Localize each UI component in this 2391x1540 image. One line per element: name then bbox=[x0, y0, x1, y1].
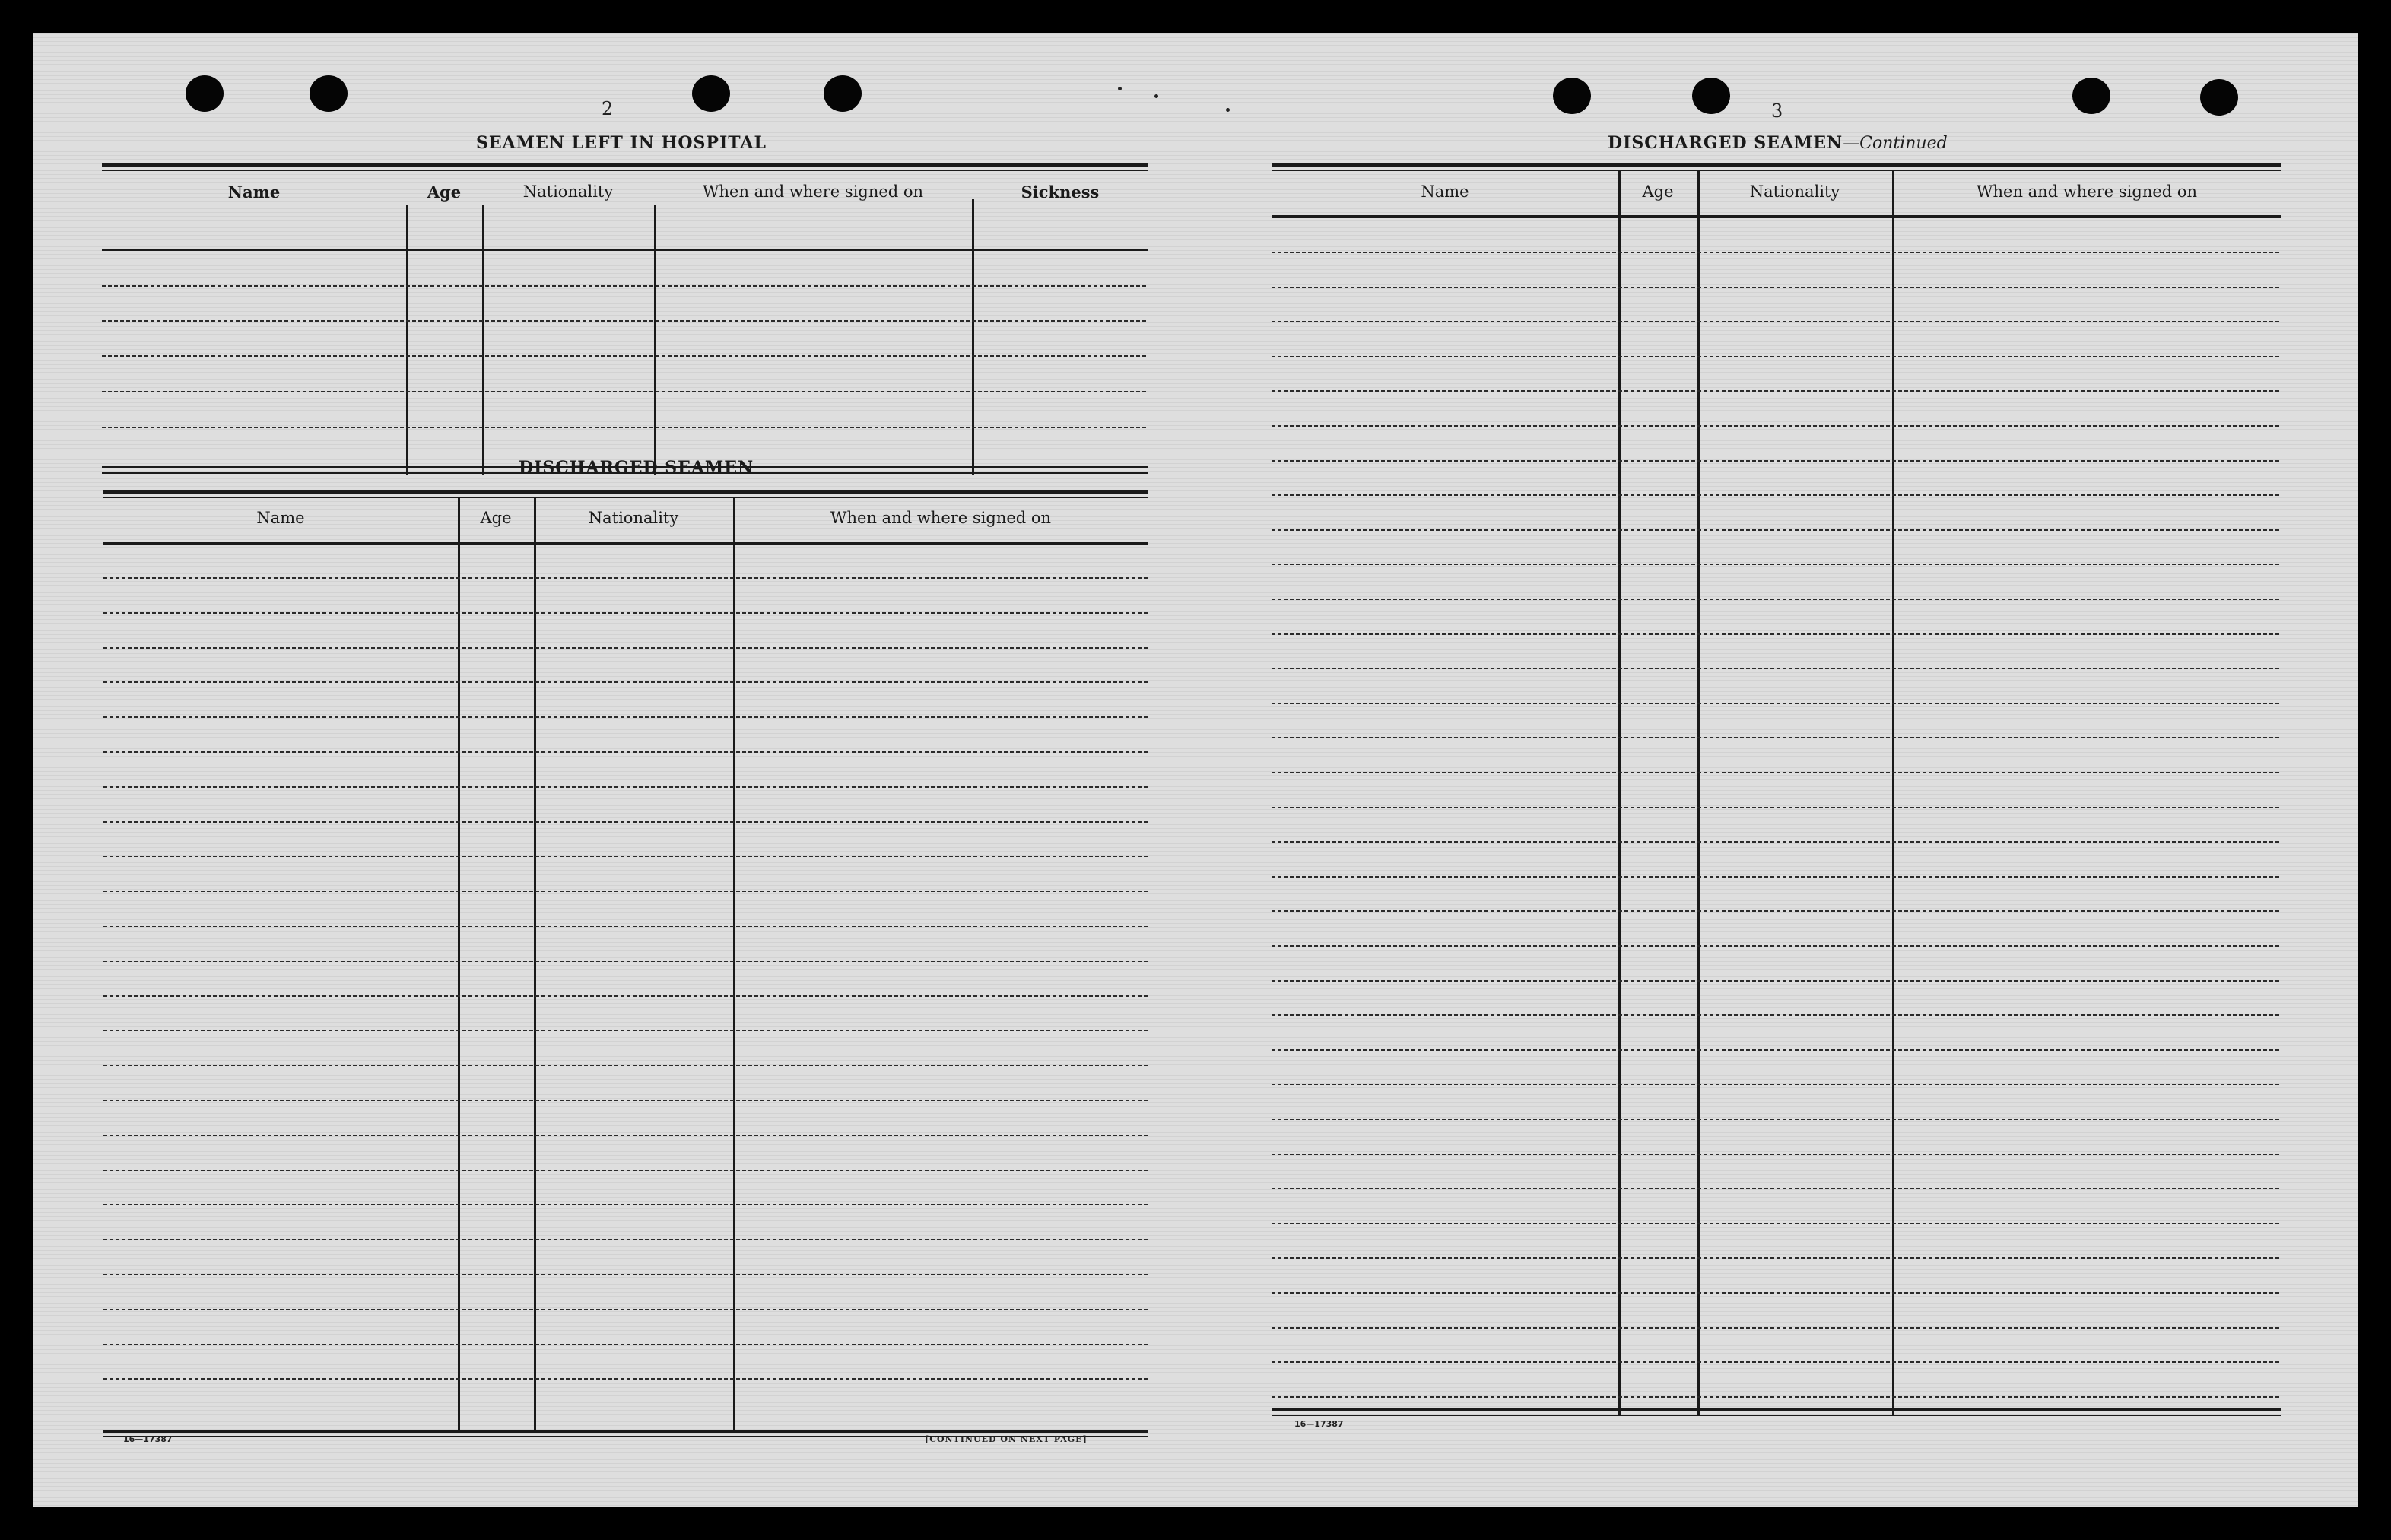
punch-hole bbox=[186, 75, 224, 112]
table-row bbox=[102, 427, 1148, 428]
table-row bbox=[103, 1030, 1148, 1031]
form-number: 16—17387 bbox=[123, 1434, 173, 1444]
column-divider bbox=[1618, 171, 1621, 1415]
table-row bbox=[1272, 1014, 2281, 1016]
table-top-rule bbox=[1272, 170, 2281, 171]
column-divider bbox=[1892, 171, 1894, 1415]
table-row bbox=[103, 612, 1148, 614]
column-header-signed-on: When and where signed on bbox=[1976, 183, 2198, 201]
table-row bbox=[1272, 390, 2281, 392]
table-row bbox=[103, 926, 1148, 927]
form-sheet bbox=[33, 33, 2358, 1507]
table-row bbox=[1272, 287, 2281, 288]
column-divider bbox=[654, 205, 656, 475]
column-header-name: Name bbox=[1421, 183, 1469, 201]
table-top-rule bbox=[102, 163, 1148, 167]
table-top-rule bbox=[103, 497, 1148, 498]
table-row bbox=[102, 320, 1148, 322]
hospital-section-title: SEAMEN LEFT IN HOSPITAL bbox=[476, 133, 767, 153]
table-row bbox=[102, 391, 1148, 392]
column-header-age: Age bbox=[427, 183, 462, 202]
table-row bbox=[103, 1274, 1148, 1275]
discharged-continued-table bbox=[1272, 163, 2281, 1448]
punch-hole bbox=[2200, 79, 2238, 116]
table-row bbox=[1272, 1084, 2281, 1085]
table-row bbox=[1272, 425, 2281, 427]
title-suffix: —Continued bbox=[1843, 134, 1948, 153]
table-bottom-rule bbox=[103, 1430, 1148, 1433]
table-row bbox=[1272, 633, 2281, 635]
punch-hole bbox=[2072, 78, 2110, 114]
column-header-name: Name bbox=[256, 509, 305, 527]
table-row bbox=[103, 716, 1148, 718]
table-row bbox=[1272, 1257, 2281, 1259]
table-row bbox=[1272, 737, 2281, 738]
column-header-name: Name bbox=[227, 183, 281, 202]
table-row bbox=[103, 1344, 1148, 1345]
title-main: DISCHARGED SEAMEN bbox=[1608, 133, 1843, 153]
continued-note: [CONTINUED ON NEXT PAGE] bbox=[925, 1434, 1088, 1444]
table-row bbox=[103, 1378, 1148, 1380]
discharged-continued-title bbox=[1608, 133, 1948, 153]
table-row bbox=[1272, 876, 2281, 878]
punch-hole bbox=[824, 75, 862, 112]
speck bbox=[1154, 94, 1158, 98]
table-row bbox=[102, 355, 1148, 357]
speck bbox=[1118, 87, 1122, 90]
table-row bbox=[103, 1135, 1148, 1136]
page-number: 3 bbox=[1771, 100, 1783, 122]
table-top-rule bbox=[103, 490, 1148, 494]
column-divider bbox=[972, 199, 974, 475]
table-row bbox=[103, 786, 1148, 788]
table-row bbox=[1272, 460, 2281, 462]
page-number: 2 bbox=[602, 98, 614, 119]
table-row bbox=[103, 1204, 1148, 1205]
discharged-table bbox=[103, 490, 1148, 1463]
speck bbox=[1226, 108, 1230, 112]
header-underline bbox=[1272, 215, 2281, 218]
table-row bbox=[103, 891, 1148, 892]
table-row bbox=[1272, 703, 2281, 704]
table-row bbox=[1272, 1154, 2281, 1155]
table-row bbox=[1272, 668, 2281, 669]
table-row bbox=[1272, 807, 2281, 808]
table-top-rule bbox=[102, 170, 1148, 171]
column-header-age: Age bbox=[480, 509, 512, 527]
table-row bbox=[1272, 910, 2281, 912]
table-row bbox=[1272, 321, 2281, 322]
column-divider bbox=[1697, 171, 1700, 1415]
punch-hole bbox=[1553, 78, 1591, 114]
column-header-signed-on: When and where signed on bbox=[830, 509, 1052, 527]
table-bottom-rule bbox=[1272, 1415, 2281, 1416]
table-row bbox=[103, 995, 1148, 997]
discharged-section-title: DISCHARGED SEAMEN bbox=[519, 458, 754, 478]
column-header-nationality: Nationality bbox=[588, 509, 679, 527]
table-row bbox=[1272, 564, 2281, 565]
table-row bbox=[1272, 1396, 2281, 1398]
table-row bbox=[1272, 1049, 2281, 1051]
column-header-nationality: Nationality bbox=[522, 183, 614, 201]
table-row bbox=[103, 647, 1148, 649]
table-row bbox=[1272, 494, 2281, 496]
table-row bbox=[1272, 980, 2281, 982]
hospital-table bbox=[102, 163, 1148, 475]
table-row bbox=[103, 856, 1148, 857]
punch-hole bbox=[692, 75, 730, 112]
punch-hole bbox=[1692, 78, 1730, 114]
table-row bbox=[102, 285, 1148, 287]
table-row bbox=[1272, 529, 2281, 531]
table-row bbox=[103, 1065, 1148, 1066]
table-row bbox=[103, 1239, 1148, 1240]
table-row bbox=[1272, 1361, 2281, 1363]
table-row bbox=[1272, 772, 2281, 773]
column-divider bbox=[406, 205, 408, 475]
form-number: 16—17387 bbox=[1294, 1419, 1344, 1429]
table-row bbox=[103, 1100, 1148, 1101]
table-row bbox=[1272, 1327, 2281, 1329]
table-row bbox=[1272, 1188, 2281, 1189]
table-row bbox=[1272, 1292, 2281, 1294]
table-bottom-rule bbox=[1272, 1408, 2281, 1411]
column-divider bbox=[534, 498, 536, 1433]
header-underline bbox=[102, 249, 1148, 251]
column-header-sickness: Sickness bbox=[1021, 183, 1100, 202]
column-header-signed-on: When and where signed on bbox=[702, 183, 924, 201]
table-row bbox=[103, 751, 1148, 753]
table-row bbox=[1272, 1119, 2281, 1120]
table-row bbox=[103, 577, 1148, 579]
table-row bbox=[1272, 356, 2281, 357]
table-row bbox=[1272, 841, 2281, 843]
table-row bbox=[1272, 599, 2281, 600]
table-row bbox=[103, 821, 1148, 823]
column-divider bbox=[733, 498, 735, 1433]
punch-hole bbox=[310, 75, 348, 112]
column-header-nationality: Nationality bbox=[1749, 183, 1840, 201]
table-row bbox=[103, 1309, 1148, 1310]
table-top-rule bbox=[1272, 163, 2281, 167]
column-header-age: Age bbox=[1642, 183, 1674, 201]
column-divider bbox=[482, 205, 484, 475]
table-row bbox=[1272, 1223, 2281, 1224]
table-row bbox=[103, 1170, 1148, 1171]
table-row bbox=[103, 961, 1148, 962]
table-row bbox=[1272, 945, 2281, 947]
header-underline bbox=[103, 542, 1148, 545]
table-row bbox=[103, 681, 1148, 683]
table-row bbox=[1272, 252, 2281, 253]
column-divider bbox=[458, 498, 460, 1433]
